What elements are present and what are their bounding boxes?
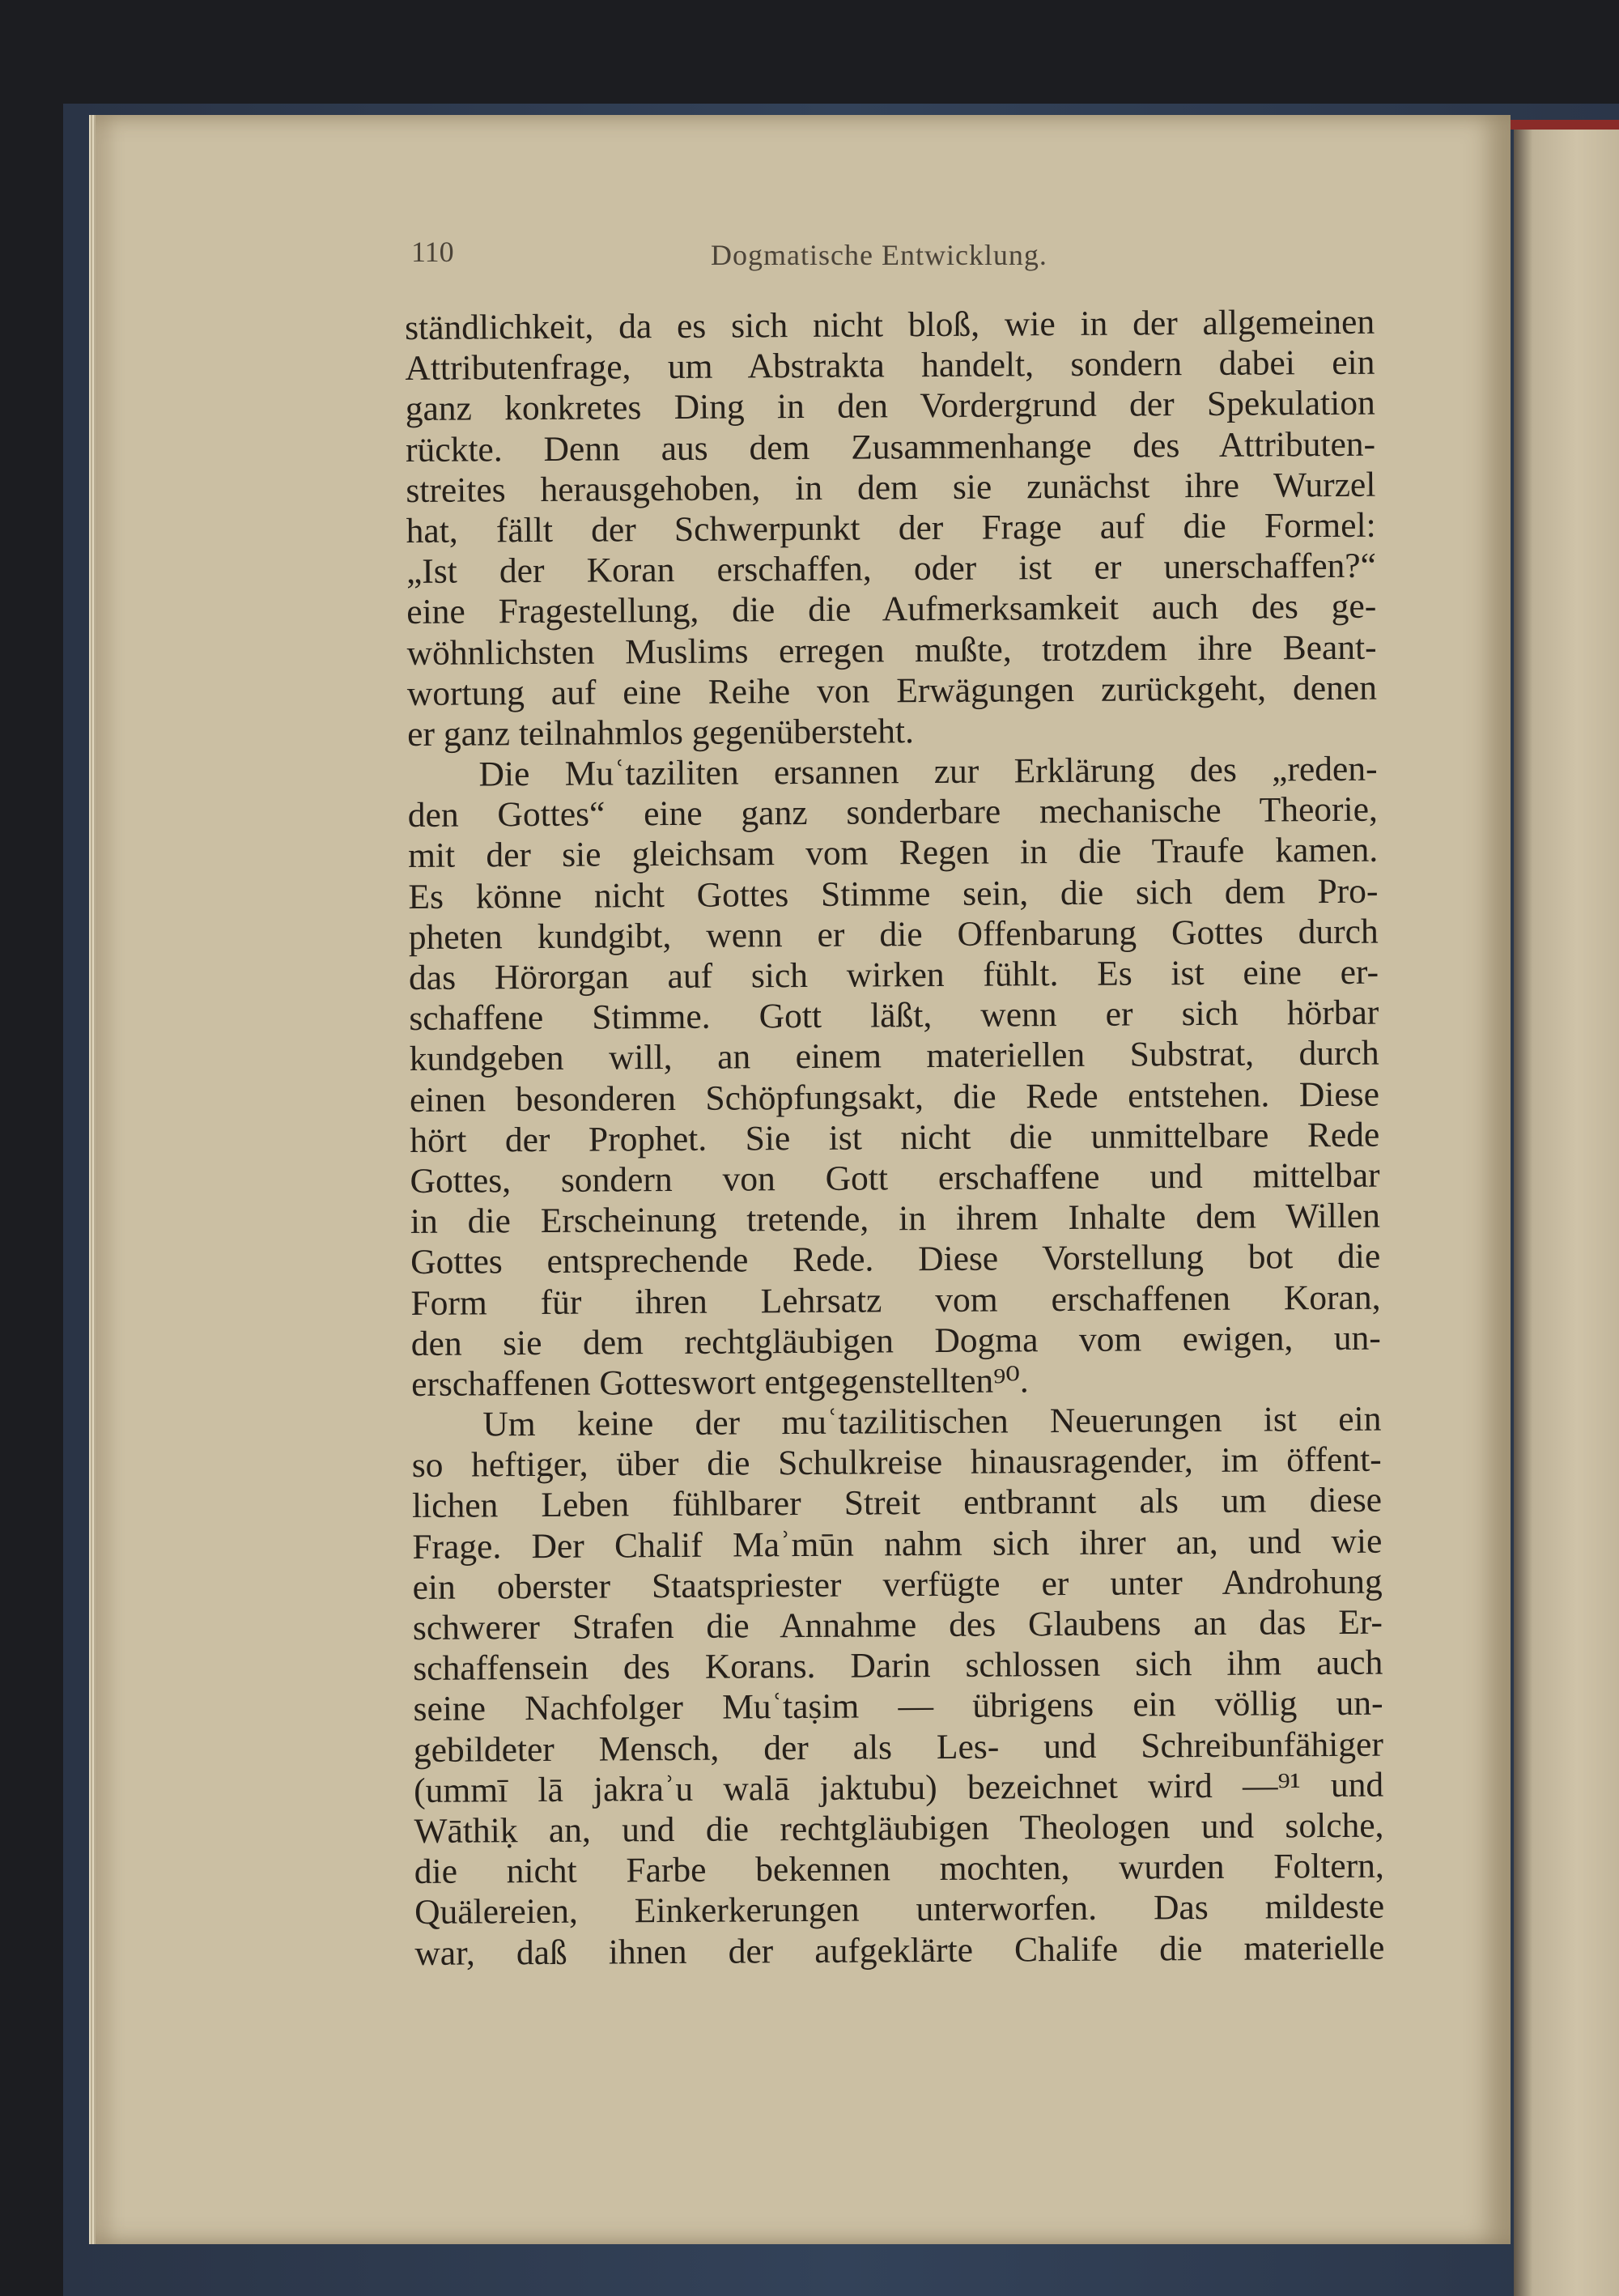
text-line: kundgeben will, an einem materiellen Substrat, durch — [409, 1034, 1379, 1079]
text-line: das Hörorgan auf sich wirken fühlt. Es ist eine er- — [408, 952, 1379, 997]
text-line: „Ist der Koran erschaffen, oder ist er unerschaffen?“ — [406, 546, 1377, 592]
cover-edge-band — [1498, 120, 1619, 130]
text-line: lichen Leben fühlbarer Streit entbrannt als um diese — [411, 1481, 1383, 1526]
text-line: war, daß ihnen der aufgeklärte Chalife die materielle — [414, 1928, 1385, 1973]
running-title: Dogmatische Entwicklung. — [711, 239, 1047, 271]
text-line: in die Erscheinung tretende, in ihrem Inhalte dem Willen — [410, 1196, 1381, 1242]
text-line: den sie dem rechtgläubigen Dogma vom ewigen, un- — [410, 1318, 1381, 1363]
text-line: so heftiger, über die Schulkreise hinausragender, im öffent- — [411, 1439, 1382, 1486]
page-number: 110 — [411, 236, 454, 268]
text-line: Gottes, sondern von Gott erschaffene und mittelbar — [410, 1155, 1380, 1201]
text-line: den Gottes“ eine ganz sonderbare mechanische Theorie, — [407, 789, 1378, 835]
running-head — [411, 235, 1375, 280]
text-line: erschaffenen Gotteswort entgegenstellten⁹⁰. — [410, 1361, 1029, 1404]
text-line: wöhnlichsten Muslims erregen mußte, trotzdem ihre Beant- — [406, 627, 1377, 673]
text-line: schaffensein des Korans. Darin schlossen sich ihm auch — [413, 1643, 1383, 1689]
text-line: Es könne nicht Gottes Stimme sein, die sich dem Pro- — [408, 871, 1379, 916]
text-line: Quälereien, Einkerkerungen unterworfen. Das mildeste — [414, 1886, 1385, 1932]
text-line: Um keine der muʿtazilitischen Neuerungen ist ein — [482, 1399, 1382, 1444]
text-line: streites herausgehoben, in dem sie zunächst ihre Wurzel — [406, 465, 1376, 510]
text-line: ein oberster Staatspriester verfügte er unter Androhung — [412, 1562, 1383, 1607]
text-line: einen besonderen Schöpfungsakt, die Rede entstehen. Diese — [409, 1074, 1380, 1120]
text-line: gebildeter Mensch, der als Les- und Schreibunfähiger — [413, 1724, 1384, 1770]
text-line: Attributenfrage, um Abstrakta handelt, sondern dabei ein — [405, 342, 1375, 389]
text-line: die nicht Farbe bekennen mochten, wurden Foltern, — [414, 1846, 1384, 1892]
text-line: Die Muʿtaziliten ersannen zur Erklärung des „reden- — [478, 749, 1378, 794]
text-line: (ummī lā jakraʾu walā jaktubu) bezeichnet wird —⁹¹ und — [414, 1765, 1384, 1810]
text-line: hat, fällt der Schwerpunkt der Frage auf die Formel: — [406, 505, 1376, 551]
text-line: er ganz teilnahmlos gegenübersteht. — [407, 712, 915, 754]
text-line: Wāthiḳ an, und die rechtgläubigen Theologen und solche, — [414, 1805, 1384, 1851]
text-line: seine Nachfolger Muʿtaṣim — übrigens ein völlig un- — [413, 1684, 1383, 1729]
text-line: wortung auf eine Reihe von Erwägungen zurückgeht, denen — [406, 668, 1378, 713]
text-line: schwerer Strafen die Annahme des Glaubens an das Er- — [412, 1602, 1383, 1648]
text-line: hört der Prophet. Sie ist nicht die unmittelbare Rede — [410, 1115, 1380, 1160]
text-line: pheten kundgibt, wenn er die Offenbarung Gottes durch — [408, 912, 1379, 957]
text-line: mit der sie gleichsam vom Regen in die Traufe kamen. — [407, 831, 1379, 876]
text-line: eine Fragestellung, die die Aufmerksamkeit auch des ge- — [406, 586, 1377, 632]
facing-page-edge — [1514, 121, 1619, 2296]
body-text — [405, 302, 1385, 1974]
text-line: Form für ihren Lehrsatz vom erschaffenen Koran, — [410, 1278, 1381, 1323]
text-line: Frage. Der Chalif Maʾmūn nahm sich ihrer an, und wie — [412, 1521, 1383, 1567]
text-line: rückte. Denn aus dem Zusammenhange des Attributen- — [405, 424, 1376, 470]
text-line: schaffene Stimme. Gott läßt, wenn er sich hörbar — [409, 993, 1379, 1039]
text-line: Gottes entsprechende Rede. Diese Vorstellung bot die — [410, 1236, 1381, 1282]
text-line: ständlichkeit, da es sich nicht bloß, wie in der allgemeinen — [405, 302, 1375, 347]
text-line: ganz konkretes Ding in den Vordergrund der Spekulation — [405, 384, 1375, 429]
